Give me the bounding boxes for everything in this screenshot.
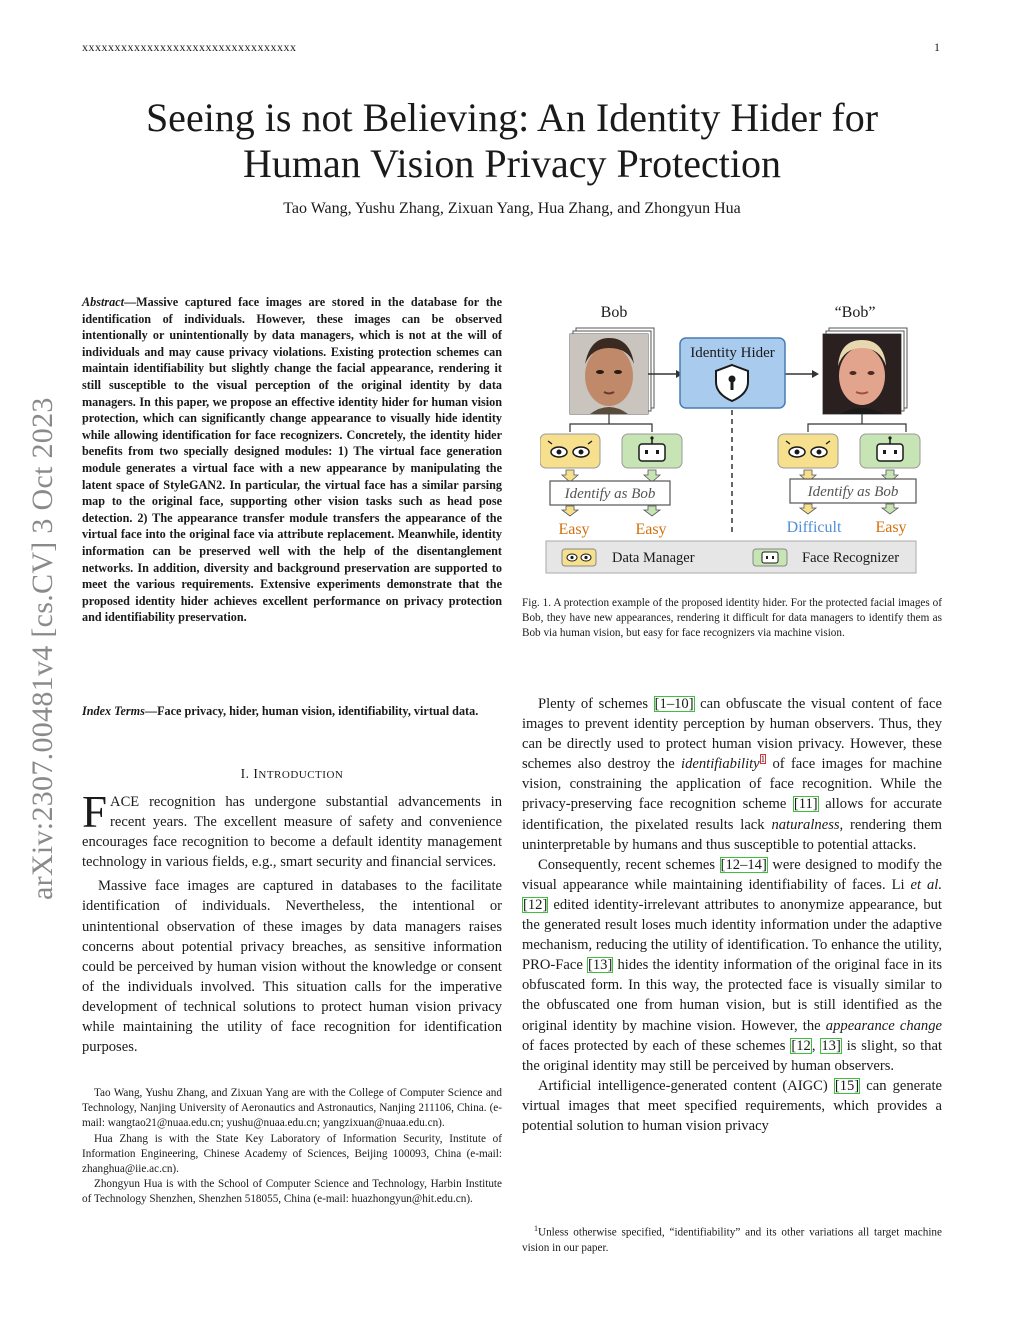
original-face-stack — [570, 328, 654, 414]
face-recognizer-icon-right — [860, 434, 920, 468]
abstract-label: Abstract — [82, 295, 124, 309]
citation-link[interactable]: [12 — [791, 1037, 811, 1054]
text-span: , rendering them uninterpretable by humans and thus susceptible to potential attacks. — [522, 816, 942, 853]
text-span: allows for accurate identification, the pixelated results lack — [522, 796, 942, 833]
text-span: is slight, so that the original identity may still be perceived by human observers. — [522, 1037, 942, 1074]
italic-span: identifiability — [681, 756, 760, 773]
figure-legend — [546, 541, 916, 573]
citation-link[interactable]: [12–14] — [720, 856, 767, 873]
affiliation-3: Zhongyun Hua is with the School of Computer Science and Technology, Harbin Institute of Technology Shenzhen, Shenzhen 518055, China (e-mail: huazhongyun@hit.edu.cn). — [82, 1178, 502, 1206]
citation-link[interactable]: [1–10] — [654, 696, 694, 712]
easy-label-2: Easy — [635, 521, 667, 538]
label-bob-quoted: “Bob” — [834, 304, 876, 321]
text-span: of face images for machine vision, constraining the application of face recognition. While the privacy-preserving face recognition scheme — [522, 756, 942, 813]
identify-box-right — [790, 479, 916, 503]
index-terms-text: —Face privacy, hider, human vision, identifiability, virtual data. — [144, 704, 479, 718]
affiliation-2: Hua Zhang is with the State Key Laboratory of Information Security, Institute of Information Engineering, Chinese Academy of Sciences, Beijing 100093, China (e-mail: zhanghua@iie.ac.cn). — [82, 1132, 502, 1176]
text-span: were designed to modify the visual appearance while maintaining identifiability of faces. Li — [522, 856, 942, 893]
text-span: Artificial intelligence-generated content (AIGC) — [538, 1077, 834, 1094]
title-line-1: Seeing is not Believing: An Identity Hider for — [145, 95, 879, 140]
page-number: 1 — [934, 40, 940, 54]
intro-paragraph-2: Massive face images are captured in databases to the facilitate identification of individuals. Nevertheless, the intentional or unintentional observation of these images by data managers raises concerns about potential privacy breaches, as sensitive information could be perceived by human vision without the knowledge or consent of the individuals involved. This situation calls for the imperative development of technical solutions to protect human vision privacy while maintaining the utility of face recognition for identification purposes. — [82, 878, 502, 1056]
footnote-text: Unless otherwise specified, “identifiability” and its other variations all target machine vision in our paper. — [522, 1226, 942, 1254]
identify-right-text: Identify as Bob — [807, 484, 899, 500]
right-paragraph-2 — [522, 855, 942, 1076]
left-connector — [570, 414, 652, 432]
index-terms-label: Index Terms — [82, 704, 145, 718]
legend-manager-label: Data Manager — [612, 550, 695, 566]
down-arrows-bottom — [562, 504, 898, 516]
running-head: xxxxxxxxxxxxxxxxxxxxxxxxxxxxxxxxx — [82, 40, 297, 54]
text-span: Consequently, recent schemes — [538, 856, 720, 873]
face-recognizer-icon-left — [622, 434, 682, 468]
citation-link[interactable]: [13] — [587, 957, 613, 974]
arxiv-stamp: arXiv:2307.00481v4 [cs.CV] 3 Oct 2023 — [26, 397, 59, 900]
data-manager-icon-left — [540, 434, 600, 468]
index-terms — [82, 703, 502, 720]
author-list: Tao Wang, Yushu Zhang, Zixuan Yang, Hua Zhang, and Zhongyun Hua — [283, 200, 741, 217]
section-title-rest: NTRODUCTION — [258, 769, 344, 781]
section-heading — [82, 766, 502, 782]
intro-p1-text: ACE recognition has undergone substantial advancements in recent years. The excellent measure of safety and convenience encourages face recognition to become a default identity management technology in various fields, e.g., smart security and financial services. — [82, 794, 502, 871]
footnote-link[interactable]: 1 — [760, 754, 766, 765]
section-number: I. — [240, 766, 254, 781]
title-line-2: Human Vision Privacy Protection — [243, 141, 781, 186]
drop-cap: F — [82, 787, 108, 837]
right-paragraph-1 — [522, 694, 942, 855]
section-title-first: I — [253, 766, 259, 781]
text-span: Plenty of schemes — [538, 696, 654, 712]
figure-caption: Fig. 1. A protection example of the proposed identity hider. For the protected facial images of Bob, they have new appearances, rendering it difficult for data managers to identify them as Bob via human vision, but easy for face recognizers via machine vision. — [522, 597, 942, 640]
text-span: , — [811, 1037, 821, 1054]
text-span: can obfuscate the visual content of face images to prevent identity perception by human observers. Thus, they can be directly used to protect human vision privacy. However, these schemes also destroy the — [522, 696, 942, 773]
label-bob: Bob — [600, 304, 628, 321]
abstract-text: —Massive captured face images are stored in the database for the identification of individuals. However, these images can be observed intentionally or unintentionally by data managers, which is not at the will of individuals and may cause privacy violations. Existing protection schemes can maintain identifiability but slightly change the facial appearance, rendering it still susceptible to the visual perception of the original identity by data managers. In this paper, we propose an effective identity hider for human vision protection, which can significantly change appearance to visually hide identity while allowing identification for face recognizers. Concretely, the identity hider benefits from two specially designed modules: 1) The virtual face generation module generates a virtual face with a new appearance by manipulating the latent space of StyleGAN2. In particular, the virtual face has a similar parsing map to the original face, supporting other vision tasks such as head pose detection. 2) The appearance transfer module transfers the appearance of the virtual face into the original face via attribute replacement. Meanwhile, identity information can be preserved well with the help of the disentanglement networks. In addition, diversity and background preservation are supported to meet the various requirements. Extensive experiments demonstrate that the proposed identity hider achieves excellent performance on privacy protection and identifiability preservation. — [82, 295, 502, 625]
protected-face-stack — [823, 328, 907, 414]
footnote — [522, 1221, 942, 1256]
original-face-photo — [570, 334, 648, 414]
abstract — [82, 294, 502, 626]
affiliation-1: Tao Wang, Yushu Zhang, and Zixuan Yang are with the College of Computer Science and Technology, Nanjing University of Aeronautics and Astronautics, Nanjing 211106, China. (e-mail: wangtao21@nuaa.edu.cn; yushu@nuaa.edu.cn; yangzixuan@nuaa.edu.cn). — [82, 1087, 502, 1130]
identify-box-left — [550, 481, 670, 505]
text-span: can generate virtual images that meet specified requirements, which provides a potential solution to human vision privacy — [522, 1077, 942, 1134]
right-connector — [808, 414, 906, 432]
citation-link[interactable]: [11] — [793, 796, 818, 813]
intro-body — [82, 787, 502, 1057]
citation-link[interactable]: 13] — [821, 1037, 841, 1054]
protected-face-photo — [823, 334, 901, 414]
affiliations — [82, 1086, 502, 1208]
data-manager-icon-right — [778, 434, 838, 468]
right-column-body — [522, 694, 942, 1136]
identify-left-text: Identify as Bob — [564, 486, 656, 502]
paper-title — [60, 95, 964, 187]
citation-link[interactable]: [15] — [834, 1077, 860, 1094]
italic-span: appearance change — [825, 1017, 942, 1034]
difficult-label: Difficult — [786, 519, 842, 536]
text-span: hides the identity information of the original face in its obfuscated form. In this way, the protected face is visually similar to the obfuscated one from human vision, but is still identified as the original identity by machine vision. However, the — [522, 957, 942, 1034]
italic-span: et al. — [910, 876, 942, 893]
identity-hider-box — [680, 338, 785, 408]
identity-hider-label: Identity Hider — [690, 345, 775, 361]
intro-paragraph-1 — [82, 787, 502, 872]
legend-recognizer-label: Face Recognizer — [802, 550, 900, 566]
easy-label-1: Easy — [558, 521, 590, 538]
figure-1-diagram — [540, 296, 930, 576]
italic-span: naturalness — [771, 816, 840, 833]
arrow-out-head — [812, 370, 819, 378]
text-span: edited identity-irrelevant attributes to anonymize appearance, but the generated result loses much identity information under the adaptive mechanism, reducing the utility of identification. To enhance the utility, PRO-Face — [522, 896, 942, 974]
footnote-marker: 1 — [534, 1224, 538, 1233]
text-span: of faces protected by each of these schemes — [522, 1037, 791, 1054]
figure-1 — [540, 296, 930, 576]
right-paragraph-3 — [522, 1076, 942, 1136]
easy-label-3: Easy — [875, 519, 907, 536]
citation-link[interactable]: [12] — [523, 896, 548, 913]
